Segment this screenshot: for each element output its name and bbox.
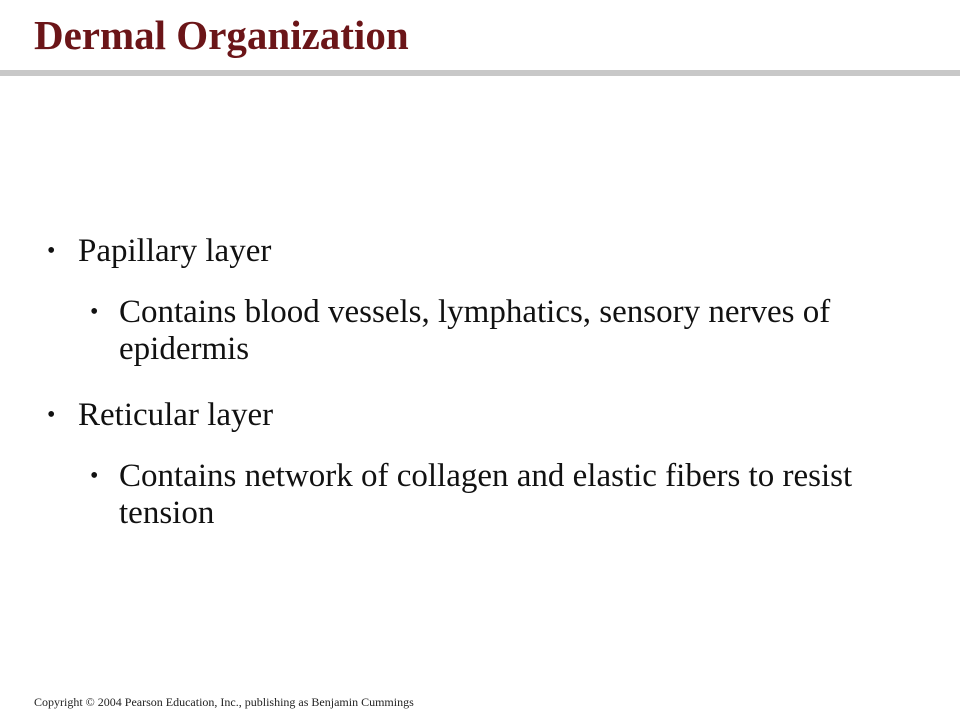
bullet-dot-icon: • xyxy=(47,238,56,264)
bullet-text: Reticular layer xyxy=(78,397,274,433)
bullet-reticular-layer xyxy=(47,397,918,434)
bullet-dot-icon: • xyxy=(90,299,99,325)
bullet-text: Papillary layer xyxy=(78,233,272,269)
bullet-reticular-contents xyxy=(90,458,939,532)
slide-title: Dermal Organization xyxy=(34,12,409,58)
bullet-dot-icon: • xyxy=(47,402,56,428)
bullet-papillary-contents xyxy=(90,294,939,368)
bullet-papillary-layer xyxy=(47,233,918,270)
copyright-notice: Copyright © 2004 Pearson Education, Inc., publishing as Benjamin Cummings xyxy=(34,695,414,709)
bullet-text: Contains network of collagen and elastic fibers to resist tension xyxy=(119,458,853,531)
bullet-text: Contains blood vessels, lymphatics, sensory nerves of epidermis xyxy=(119,294,831,367)
bullet-dot-icon: • xyxy=(90,463,99,489)
